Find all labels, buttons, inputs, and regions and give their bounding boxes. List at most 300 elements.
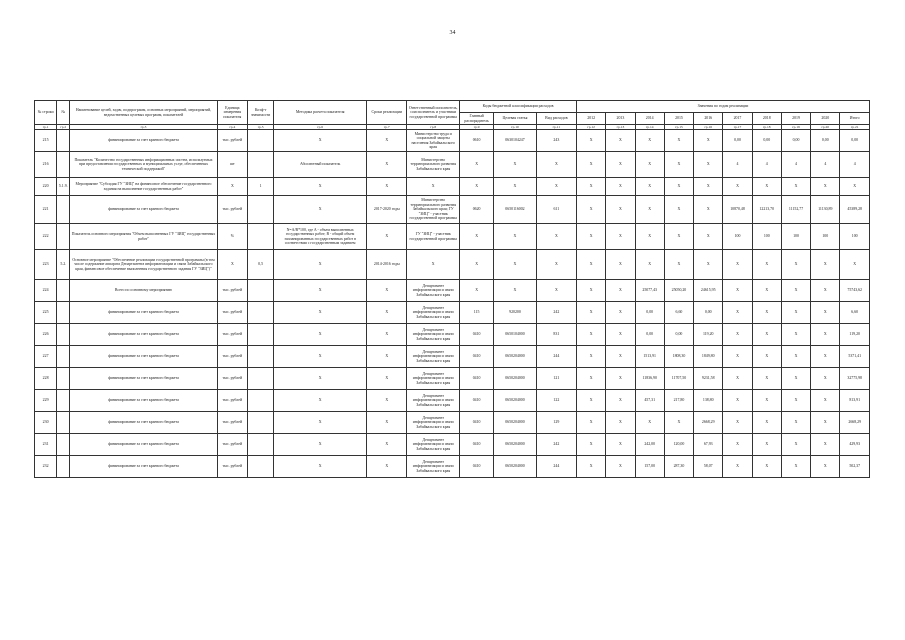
year-value-cell: X [723,346,752,368]
method-cell: X [274,280,367,302]
chief-code-cell: 0410 [459,412,493,434]
item-name: финансирование за счет краевого бюджета [70,434,217,456]
coef-cell [247,324,273,346]
chief-code-cell: X [459,178,493,196]
row-number: 230 [35,412,57,434]
total-cell: 45389,28 [840,196,870,224]
target-code-cell: 0650204000 [494,346,536,368]
target-code-cell: 0650116002 [494,196,536,224]
responsible-cell: ГУ "ЗИЦ" - участник государственной программы [407,224,459,250]
column-number: гр.21 [840,125,870,130]
year-value-cell: X [752,412,781,434]
item-number [57,280,70,302]
header-target: Целевая статья [494,113,536,125]
header-year: 2014 [635,113,664,125]
row-number: 220 [35,178,57,196]
year-value-cell: X [723,390,752,412]
unit-cell: тыс. рублей [217,434,247,456]
row-number: 232 [35,456,57,478]
expense-type-cell: 831 [536,324,576,346]
year-value-cell: 4 [723,152,752,178]
table-row [35,324,870,346]
responsible-cell: Департамент информатизации и связи Забайкальского края [407,302,459,324]
total-cell: 75743,62 [840,280,870,302]
column-number: гр.8 [407,125,459,130]
year-value-cell: X [606,324,635,346]
expense-type-cell: 242 [536,434,576,456]
responsible-cell: Департамент информатизации и связи Забайкальского края [407,346,459,368]
page-number: 34 [449,30,456,36]
year-value-cell: X [606,390,635,412]
year-value-cell: X [781,456,810,478]
header-chief: Главный распорядитель [459,113,493,125]
item-number [57,346,70,368]
row-number: 216 [35,152,57,178]
coef-cell [247,346,273,368]
year-value-cell: X [606,368,635,390]
year-value-cell: X [781,250,810,280]
responsible-cell: Департамент информатизации и связи Забайкальского края [407,280,459,302]
table-row [35,152,870,178]
year-value-cell: X [781,324,810,346]
expense-type-cell: X [536,152,576,178]
item-name: Основное мероприятие "Обеспечение реализации государственной программы (в том числе содержание аппарата Департамента информатизации и связи Забайкальского края, финансовое обеспечение выполнения государственного задания ГУ "ЗИЦ")" [70,250,217,280]
expense-type-cell: 244 [536,346,576,368]
table-row [35,280,870,302]
year-value-cell: X [781,280,810,302]
coef-cell [247,302,273,324]
table-row [35,456,870,478]
chief-code-cell: 0410 [459,368,493,390]
total-cell: 0,00 [840,130,870,152]
year-value-cell: 100 [752,224,781,250]
item-number [57,152,70,178]
period-cell: X [367,456,407,478]
table-row [35,224,870,250]
year-value-cell: X [723,250,752,280]
method-cell: X [274,390,367,412]
header-period: Сроки реализации [367,101,407,125]
unit-cell: тыс. рублей [217,346,247,368]
year-value-cell: X [577,152,606,178]
year-value-cell: X [811,390,840,412]
year-value-cell: X [664,412,693,434]
year-value-cell: X [781,434,810,456]
target-code-cell: 0650104000 [494,324,536,346]
coef-cell: 1 [247,178,273,196]
row-number: 229 [35,390,57,412]
column-number: гр.11 [536,125,576,130]
chief-code-cell: 0610 [459,130,493,152]
header-exp-type: Вид расходов [536,113,576,125]
coef-cell [247,390,273,412]
year-value-cell: X [577,130,606,152]
year-value-cell: X [781,412,810,434]
year-value-cell: X [781,346,810,368]
row-number: 226 [35,324,57,346]
method-cell: N=A/B*100, где A - объем выполненных государственных работ; B - общий объем запланированных государственных работ в соответствии с государственным заданием [274,224,367,250]
year-value-cell: 2668,29 [694,412,723,434]
expense-type-cell: X [536,224,576,250]
target-code-cell: X [494,178,536,196]
year-value-cell: X [577,302,606,324]
chief-code-cell: 115 [459,302,493,324]
year-value-cell: X [606,250,635,280]
year-value-cell: X [577,196,606,224]
unit-cell: X [217,178,247,196]
year-value-cell: 4 [781,152,810,178]
total-cell: 429,93 [840,434,870,456]
header-year: 2013 [606,113,635,125]
coef-cell [247,130,273,152]
period-cell: X [367,324,407,346]
year-value-cell: X [635,250,664,280]
header-budget-codes: Коды бюджетной классификации расходов [459,101,576,113]
header-total: Итого [840,113,870,125]
method-cell: X [274,412,367,434]
year-value-cell: X [811,302,840,324]
item-number [57,302,70,324]
target-code-cell: 0650204000 [494,390,536,412]
year-value-cell: X [723,456,752,478]
year-value-cell: X [577,250,606,280]
coef-cell [247,152,273,178]
year-value-cell: 11130,89 [811,196,840,224]
target-code-cell: X [494,280,536,302]
header-year: 2019 [781,113,810,125]
header-num: № [57,101,70,125]
table-row [35,346,870,368]
year-value-cell: 0,00 [664,324,693,346]
year-value-cell: X [752,250,781,280]
period-cell: 2017-2020 годы [367,196,407,224]
year-value-cell: X [606,280,635,302]
year-value-cell: X [811,346,840,368]
item-number [57,224,70,250]
year-value-cell: X [811,324,840,346]
year-value-cell: 0,00 [723,130,752,152]
year-value-cell: 1849,80 [694,346,723,368]
year-value-cell: X [635,412,664,434]
total-cell: 502,37 [840,456,870,478]
year-value-cell: X [752,368,781,390]
column-number: гр.18 [752,125,781,130]
year-value-cell: X [577,280,606,302]
header-year: 2018 [752,113,781,125]
year-value-cell: 6,60 [664,302,693,324]
year-value-cell: X [664,130,693,152]
year-value-cell: X [577,390,606,412]
year-value-cell: 24615,95 [694,280,723,302]
chief-code-cell: X [459,224,493,250]
year-value-cell: X [577,224,606,250]
item-name: Показатель "Количество государственных информационных систем, используемых при предоставлении государственных и муниципальных услуг, обеспеченных технической поддержкой" [70,152,217,178]
item-number [57,390,70,412]
year-value-cell: X [577,346,606,368]
expense-type-cell: 242 [536,302,576,324]
method-cell: X [274,302,367,324]
item-name: финансирование за счет краевого бюджета [70,390,217,412]
year-value-cell: 0,00 [811,130,840,152]
period-cell: X [367,178,407,196]
year-value-cell: X [781,368,810,390]
year-value-cell: X [723,280,752,302]
year-value-cell: X [694,196,723,224]
method-cell: X [274,250,367,280]
year-value-cell: 100 [811,224,840,250]
responsible-cell: Министерство территориального развития Забайкальского края [407,152,459,178]
year-value-cell: X [811,412,840,434]
column-number: гр.20 [811,125,840,130]
target-code-cell: X [494,152,536,178]
year-value-cell: 1513,91 [635,346,664,368]
target-code-cell: 0650204000 [494,456,536,478]
table-row [35,250,870,280]
coef-cell [247,368,273,390]
year-value-cell: X [635,130,664,152]
header-unit: Единица измерения показателя [217,101,247,125]
unit-cell: тыс. рублей [217,302,247,324]
method-cell: X [274,196,367,224]
year-value-cell: X [811,368,840,390]
item-name: финансирование за счет краевого бюджета [70,196,217,224]
year-value-cell: X [577,412,606,434]
responsible-cell: Департамент информатизации и связи Забайкальского края [407,412,459,434]
year-value-cell: 25050,20 [664,280,693,302]
year-value-cell: X [723,178,752,196]
period-cell: X [367,302,407,324]
item-number: 5.1.9. [57,178,70,196]
year-value-cell: 11836,90 [635,368,664,390]
header-responsible: Ответственный исполнитель, соисполнитель и участники государственной программы [407,101,459,125]
header-coef: Коэф-т значимости [247,101,273,125]
item-name: финансирование за счет краевого бюджета [70,324,217,346]
item-number [57,368,70,390]
total-cell: 100 [840,224,870,250]
item-name: финансирование за счет краевого бюджета [70,412,217,434]
target-code-cell: X [494,250,536,280]
year-value-cell: X [694,130,723,152]
year-value-cell: X [664,152,693,178]
column-number: гр.5 [247,125,273,130]
method-cell: X [274,346,367,368]
period-cell: X [367,434,407,456]
row-number: 215 [35,130,57,152]
year-value-cell: X [664,178,693,196]
total-cell: X [840,250,870,280]
unit-cell: % [217,224,247,250]
total-cell: 119,20 [840,324,870,346]
year-value-cell: X [606,302,635,324]
item-number [57,434,70,456]
year-value-cell: X [635,178,664,196]
table-row [35,196,870,224]
year-value-cell: 25077,43 [635,280,664,302]
expense-type-cell: X [536,280,576,302]
year-value-cell: X [752,434,781,456]
period-cell: X [367,346,407,368]
chief-code-cell: 0410 [459,346,493,368]
year-value-cell: 0,00 [635,324,664,346]
year-value-cell: 0,00 [752,130,781,152]
coef-cell [247,412,273,434]
header-year: 2020 [811,113,840,125]
year-value-cell: X [606,196,635,224]
year-value-cell: X [752,178,781,196]
total-cell: 2668,29 [840,412,870,434]
row-number: 224 [35,280,57,302]
unit-cell: тыс. рублей [217,130,247,152]
year-value-cell: X [811,434,840,456]
period-cell: X [367,368,407,390]
target-code-cell: 0650204000 [494,412,536,434]
header-method: Методика расчета показателя [274,101,367,125]
expense-type-cell: 121 [536,368,576,390]
table-row [35,130,870,152]
responsible-cell: Департамент информатизации и связи Забайкальского края [407,456,459,478]
table-row [35,368,870,390]
coef-cell [247,280,273,302]
year-value-cell: X [635,152,664,178]
header-values-by-year: Значения по годам реализации [577,101,870,113]
year-value-cell: 120,00 [664,434,693,456]
header-row-num: № строки [35,101,57,125]
responsible-cell: Министерство труда и социальной защиты населения Забайкальского края [407,130,459,152]
year-value-cell: X [664,224,693,250]
row-number: 225 [35,302,57,324]
target-code-cell: X [494,224,536,250]
total-cell: 813,91 [840,390,870,412]
table-row [35,302,870,324]
target-code-cell: 0630104247 [494,130,536,152]
column-number: гр.10 [494,125,536,130]
method-cell: X [274,456,367,478]
row-number: 231 [35,434,57,456]
item-number [57,412,70,434]
unit-cell: тыс. рублей [217,368,247,390]
item-number [57,456,70,478]
year-value-cell: 10870,48 [723,196,752,224]
year-value-cell: X [635,196,664,224]
item-number [57,324,70,346]
year-value-cell: X [723,434,752,456]
year-value-cell: X [781,302,810,324]
year-value-cell: X [752,302,781,324]
period-cell: X [367,390,407,412]
year-value-cell: 287,30 [664,456,693,478]
year-value-cell: X [577,368,606,390]
row-number: 228 [35,368,57,390]
year-value-cell: X [811,250,840,280]
year-value-cell: X [606,224,635,250]
method-cell: X [274,178,367,196]
row-number: 223 [35,250,57,280]
year-value-cell: X [577,456,606,478]
unit-cell: тыс. рублей [217,280,247,302]
expense-type-cell: 122 [536,390,576,412]
year-value-cell: X [723,302,752,324]
target-code-cell: 0650204000 [494,368,536,390]
year-value-cell: X [635,224,664,250]
year-value-cell: 138,80 [694,390,723,412]
year-value-cell: 100 [723,224,752,250]
period-cell: X [367,224,407,250]
column-number: гр.15 [664,125,693,130]
period-cell: X [367,280,407,302]
header-year: 2012 [577,113,606,125]
year-value-cell: X [577,434,606,456]
year-value-cell: 0,00 [694,302,723,324]
column-number: гр.12 [577,125,606,130]
header-year: 2016 [694,113,723,125]
table-row [35,178,870,196]
chief-code-cell: X [459,152,493,178]
target-code-cell: 0650204000 [494,434,536,456]
table-row [35,412,870,434]
year-value-cell: 0,00 [635,302,664,324]
unit-cell: тыс. рублей [217,456,247,478]
chief-code-cell: 0410 [459,456,493,478]
unit-cell: тыс. рублей [217,196,247,224]
method-cell: Абсолютный показатель [274,152,367,178]
year-value-cell: X [723,368,752,390]
year-value-cell: X [606,346,635,368]
unit-cell: шт [217,152,247,178]
unit-cell: тыс. рублей [217,412,247,434]
row-number: 221 [35,196,57,224]
chief-code-cell: 0620 [459,196,493,224]
year-value-cell: X [694,250,723,280]
year-value-cell: X [606,434,635,456]
responsible-cell: Министерство территориального развития Забайкальского края; ГУ "ЗИЦ" - участник государственной программы [407,196,459,224]
column-number: гр.17 [723,125,752,130]
responsible-cell: Департамент информатизации и связи Забайкальского края [407,434,459,456]
coef-cell: 0,5 [247,250,273,280]
method-cell: X [274,368,367,390]
item-name: Мероприятие "Субсидия ГУ "ЗИЦ" на финансовое обеспечение государственного задания на выполнение государственных работ" [70,178,217,196]
year-value-cell: 1808,30 [664,346,693,368]
year-value-cell: 67,93 [694,434,723,456]
year-value-cell: 11707,50 [664,368,693,390]
year-value-cell: 100 [781,224,810,250]
item-number: 5.2. [57,250,70,280]
item-name: финансирование за счет краевого бюджета [70,456,217,478]
column-number: гр.4 [217,125,247,130]
column-number: гр.9 [459,125,493,130]
unit-cell: тыс. рублей [217,390,247,412]
expense-type-cell: 243 [536,130,576,152]
expense-type-cell: X [536,178,576,196]
period-cell: X [367,130,407,152]
responsible-cell: Департамент информатизации и связи Забайкальского края [407,390,459,412]
total-cell: 6,60 [840,302,870,324]
coef-cell [247,196,273,224]
item-name: финансирование за счет краевого бюджета [70,302,217,324]
year-value-cell: 217,80 [664,390,693,412]
year-value-cell: 4 [752,152,781,178]
chief-code-cell: 0410 [459,324,493,346]
period-cell: X [367,152,407,178]
coef-cell [247,456,273,478]
column-number: гр.13 [606,125,635,130]
year-value-cell: X [752,324,781,346]
year-value-cell: X [723,324,752,346]
item-name: Показатель основного мероприятия "Объем выполненных ГУ "ЗИЦ" государственных работ" [70,224,217,250]
column-number: гр.3 [70,125,217,130]
expense-type-cell: 244 [536,456,576,478]
column-number: гр.16 [694,125,723,130]
method-cell: X [274,434,367,456]
